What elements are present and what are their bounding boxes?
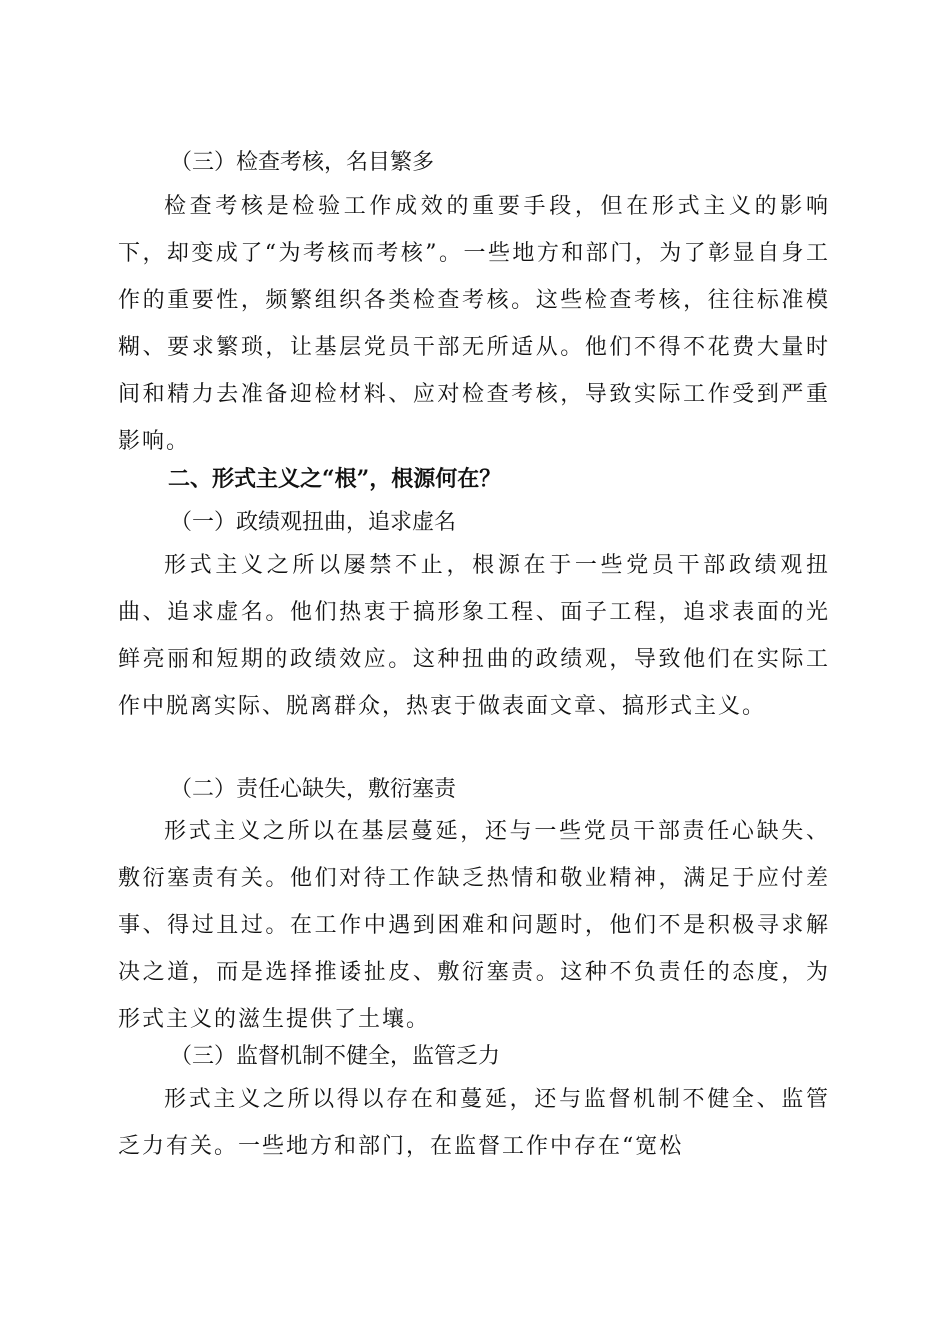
subheading-responsibility: （二）责任心缺失，敷衍塞责 bbox=[170, 777, 457, 802]
subheading-inspection-assessment: （三）检查考核，名目繁多 bbox=[170, 150, 435, 175]
paragraph-supervision: 形式主义之所以得以存在和蔓延，还与监督机制不健全、监管乏力有关。一些地方和部门，在监督工作中存在“宽松 bbox=[118, 1087, 830, 1159]
paragraph-inspection-assessment: 检查考核是检验工作成效的重要手段，但在形式主义的影响下，却变成了“为考核而考核”。一些地方和部门，为了彰显自身工作的重要性，频繁组织各类检查考核。这些检查考核，往往标准模糊、要求繁琐，让基层党员干部无所适从。他们不得不花费大量时间和精力去准备迎检材料、应对检查考核，导致实际工作受到严重影响。 bbox=[118, 194, 830, 454]
section-heading-root-cause: 二、形式主义之“根”，根源何在？ bbox=[168, 466, 502, 492]
paragraph-performance-view: 形式主义之所以屡禁不止，根源在于一些党员干部政绩观扭曲、追求虚名。他们热衷于搞形象工程、面子工程，追求表面的光鲜亮丽和短期的政绩效应。这种扭曲的政绩观，导致他们在实际工作中脱离实际、脱离群众，热衷于做表面文章、搞形式主义。 bbox=[118, 553, 830, 719]
subheading-supervision: （三）监督机制不健全，监管乏力 bbox=[170, 1044, 501, 1069]
subheading-performance-view: （一）政绩观扭曲，追求虚名 bbox=[170, 510, 457, 535]
paragraph-responsibility: 形式主义之所以在基层蔓延，还与一些党员干部责任心缺失、敷衍塞责有关。他们对待工作缺乏热情和敬业精神，满足于应付差事、得过且过。在工作中遇到困难和问题时，他们不是积极寻求解决之道，而是选择推诿扯皮、敷衍塞责。这种不负责任的态度，为形式主义的滋生提供了土壤。 bbox=[118, 819, 830, 1032]
